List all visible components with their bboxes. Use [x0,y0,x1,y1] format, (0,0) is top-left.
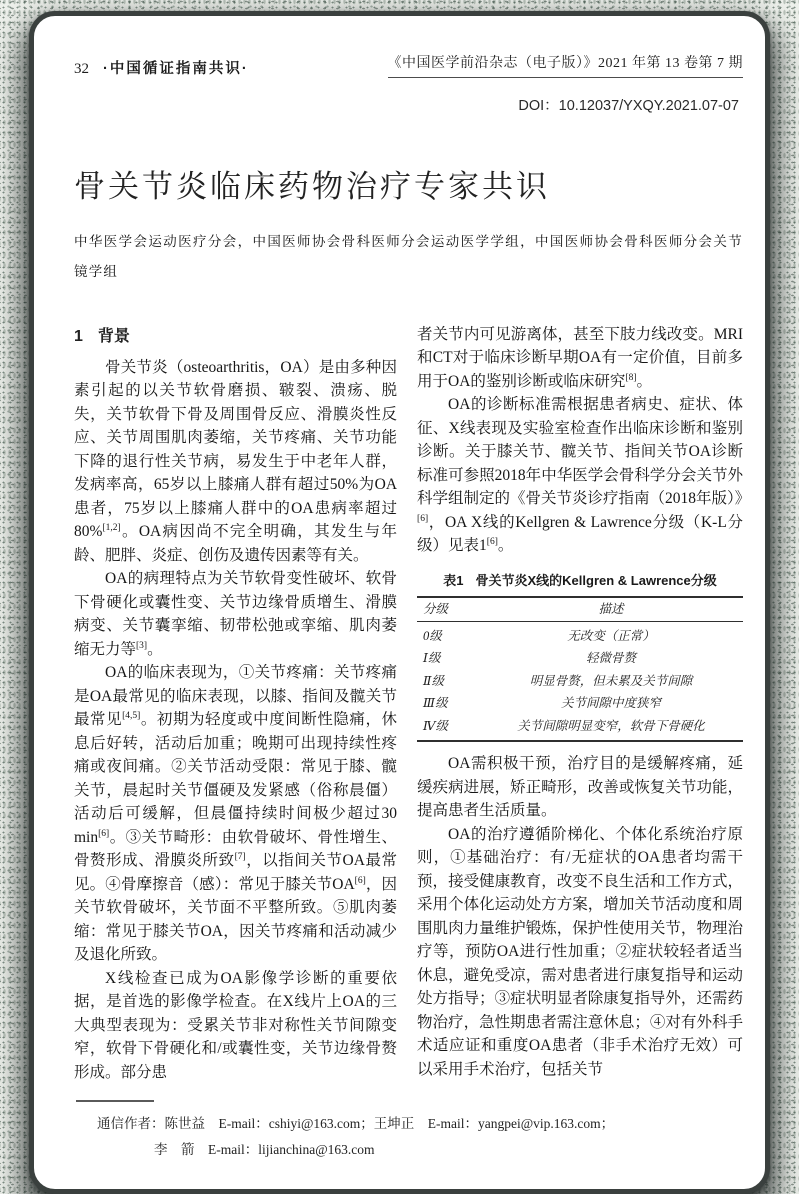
scanned-journal-page [29,11,770,1194]
running-head-left [74,57,249,78]
table-row [417,715,743,742]
table-row [417,670,743,693]
paragraph: X线检查已成为OA影像学诊断的重要依据，是首选的影像学检查。在X线片上OA的三大典型表现为：受累关节非对称性关节间隙变窄，软骨下骨硬化和/或囊性变，关节边缘骨赘形成。部分患 [74,969,398,1081]
table1-caption-label: 表1 [443,572,464,588]
kl-grading-table [417,596,743,743]
grade-cell: Ⅰ级 [423,651,441,666]
article-authors: 中华医学会运动医疗分会，中国医师协会骨科医师分会运动医学学组，中国医师协会骨科医师分会关节镜学组 [74,233,743,279]
paragraph: OA的临床表现为，①关节疼痛：关节疼痛是OA最常见的临床表现，以膝、指间及髋关节最常见[4,5]。初期为轻度或中度间断性隐痛，休息后好转，活动后加重；晚期可出现持续性疼痛或夜间痛。②关节活动受限：常见于膝、髋关节，晨起时关节僵硬及发紧感（俗称晨僵）活动后可缓解，但晨僵持续时间极少超过30 min[6]。③关节畸形：由软骨破坏、骨性增生、骨赘形成、滑膜炎所致[7]，以指间关节OA最常见。④骨摩擦音（感）：常见于膝关节OA[6]，因关节软骨破坏，关节面不平整所致。⑤肌肉萎缩：常见于膝关节OA，因关节疼痛和活动减少及退化所致。 [74,664,398,964]
paragraph: OA的治疗遵循阶梯化、个体化系统治疗原则，①基础治疗：有/无症状的OA患者均需干预，接受健康教育，改变不良生活和工作方式，采用个体化运动处方方案，增加关节活动度和周围肌肉力量维护锻炼，保护性使用关节，物理治疗等，预防OA进行性加重；②症状较轻者适当休息，避免受凉，需对患者进行康复指导和运动处方指导；③症状明显者除康复指导外，还需药物治疗，急性期患者需注意休息；④对有外科手术适应证和重度OA患者（非手术治疗无效）可以采用手术治疗，包括关节 [417,825,743,1078]
table-header-grade: 分级 [417,597,479,622]
section-number: 1 [74,327,83,345]
paragraph: OA的病理特点为关节软骨变性破坏、软骨下骨硬化或囊性变、关节边缘骨质增生、滑膜病变、关节囊挛缩、韧带松弛或挛缩、肌肉萎缩无力等[3]。 [74,570,398,658]
grade-cell: Ⅲ级 [423,696,448,711]
right-column [417,323,751,1085]
description-cell: 无改变（正常） [567,628,655,643]
section-heading [74,323,397,346]
description-cell: 轻微骨赘 [586,651,637,666]
footnote-rule [76,1100,154,1102]
description-cell: 关节间隙中度狭窄 [561,696,662,711]
table-row [417,621,743,647]
two-column-body [74,323,751,1085]
paragraph: OA需积极干预，治疗目的是缓解疼痛，延缓疾病进展，矫正畸形，改善或恢复关节功能，提高患者生活质量。 [417,755,743,820]
table1-block [417,570,743,743]
correspondence-line: 通信作者：陈世益 E-mail：cshiyi@163.com；王坤正 E-mail：yangpei@vip.163.com； [97,1116,615,1132]
doi: DOI：10.12037/YXQY.2021.07-07 [518,98,739,114]
grade-cell: Ⅱ级 [423,673,445,688]
grade-cell: Ⅳ级 [423,718,449,733]
column-title: ·中国循证指南共识· [103,61,249,77]
correspondence-line: 李 箭 E-mail：lijianchina@163.com [154,1142,375,1158]
left-column [74,323,397,1085]
article-title: 骨关节炎临床药物治疗专家共识 [74,169,550,204]
paragraph: 者关节内可见游离体，甚至下肢力线改变。MRI和CT对于临床诊断早期OA有一定价值，目前多用于OA的鉴别诊断或临床研究[8]。 [417,325,743,390]
description-cell: 明显骨赘，但未累及关节间隙 [529,673,693,688]
grade-cell: 0级 [423,628,442,643]
table1-caption-text: 骨关节炎X线的Kellgren & Lawrence分级 [475,572,717,588]
journal-issue: 《中国医学前沿杂志（电子版）》2021 年第 13 卷第 7 期 [388,52,744,78]
table-row [417,692,743,715]
paragraph: OA的诊断标准需根据患者病史、症状、体征、X线表现及实验室检查作出临床诊断和鉴别诊断。关于膝关节、髋关节、指间关节OA诊断标准可参照2018年中华医学会骨科学分会关节外科学组制定的《骨关节炎诊疗指南（2018年版）》[6]，OA X线的Kellgren & Lawrence分级（K-L分级）见表1[6]。 [417,396,751,555]
paragraph: 骨关节炎（osteoarthritis，OA）是由多种因素引起的以关节软骨磨损、皲裂、溃疡、脱失，关节软骨下骨及周围骨反应、滑膜炎性反应、关节周围肌肉萎缩，关节疼痛、关节功能下降的退行性关节病，易发生于中老年人群，发病率高，65岁以上膝痛人群有超过50%为OA患者，75岁以上膝痛人群中的OA患病率超过80%[1,2]。OA病因尚不完全明确，其发生与年龄、肥胖、炎症、创伤及遗传因素等有关。 [74,358,398,564]
page-number: 32 [74,61,89,77]
table-header-description: 描述 [479,597,743,622]
correspondence-footnote [74,1100,743,1163]
section-title: 背景 [97,327,130,345]
table-header-row [417,597,743,622]
table-row [417,647,743,670]
running-head [74,52,743,78]
table1-caption [417,570,743,589]
description-cell: 关节间隙明显变窄，软骨下骨硬化 [517,718,705,733]
